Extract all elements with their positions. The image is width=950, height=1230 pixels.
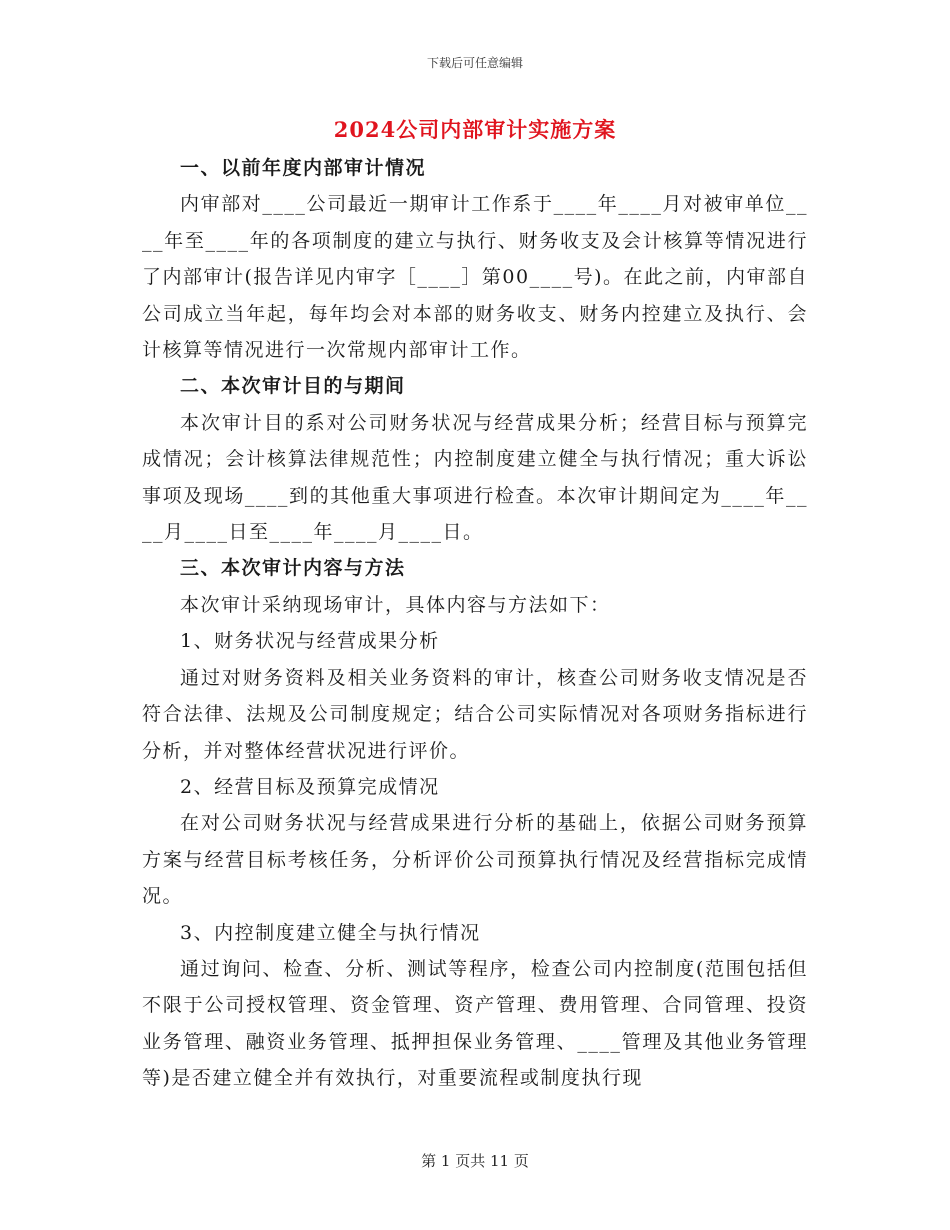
paragraph-financial-analysis: 通过对财务资料及相关业务资料的审计，核查公司财务收支情况是否符合法律、法规及公司制度规定；结合公司实际情况对各项财务指标进行分析，并对整体经营状况进行评价。 (142, 666, 808, 762)
paragraph-budget: 在对公司财务状况与经营成果进行分析的基础上，依据公司财务预算方案与经营目标考核任务，分析评价公司预算执行情况及经营指标完成情况。 (142, 812, 808, 908)
paragraph-audit-purpose: 本次审计目的系对公司财务状况与经营成果分析；经营目标与预算完成情况；会计核算法律规范性；内控制度建立健全与执行情况；重大诉讼事项及现场____到的其他重大事项进行检查。本次审计期间定为____年____月____日至____年____月____日。 (142, 411, 808, 544)
document-title: 2024公司内部审计实施方案 (333, 117, 617, 142)
subheading-2: 2、经营目标及预算完成情况 (180, 775, 440, 798)
subheading-1: 1、财务状况与经营成果分析 (180, 630, 440, 653)
subheading-3: 3、内控制度建立健全与执行情况 (180, 921, 481, 944)
paragraph-internal-control: 通过询问、检查、分析、测试等程序，检查公司内控制度(范围包括但不限于公司授权管理、资金管理、资产管理、费用管理、合同管理、投资业务管理、融资业务管理、抵押担保业务管理、____管理及其他业务管理等)是否建立健全并有效执行，对重要流程或制度执行现 (142, 957, 808, 1090)
paragraph-prior-audit: 内审部对____公司最近一期审计工作系于____年____月对被审单位____年至____年的各项制度的建立与执行、财务收支及会计核算等情况进行了内部审计(报告详见内审字［____］第00____号)。在此之前，内审部自公司成立当年起，每年均会对本部的财务收支、财务内控建立及执行、会计核算等情况进行一次常规内部审计工作。 (142, 193, 809, 362)
page-header: 下载后可任意编辑 (426, 56, 523, 70)
paragraph-audit-method: 本次审计采纳现场审计，具体内容与方法如下： (180, 593, 611, 616)
section-heading-3: 三、本次审计内容与方法 (180, 557, 406, 580)
section-heading-2: 二、本次审计目的与期间 (180, 375, 406, 398)
section-heading-1: 一、以前年度内部审计情况 (180, 157, 427, 179)
document-body (142, 150, 808, 1097)
page-footer: 第 1 页共 11 页 (421, 1152, 529, 1170)
